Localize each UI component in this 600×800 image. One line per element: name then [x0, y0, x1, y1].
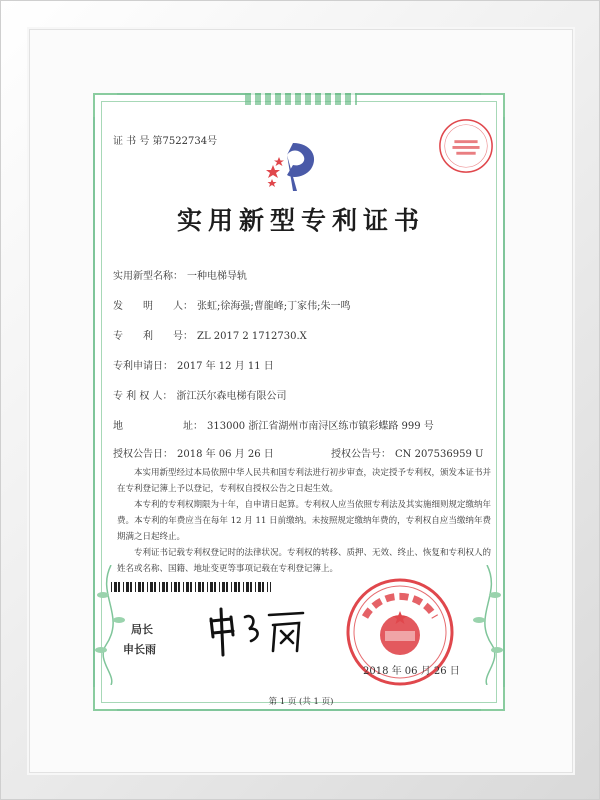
seal-date: 2018 年 06 月 26 日 — [363, 666, 460, 677]
field-inventors — [113, 297, 350, 312]
patent-office-logo-icon — [263, 135, 323, 195]
handwritten-signature-icon — [203, 603, 313, 661]
certificate-number-value: 第7522734号 — [152, 136, 218, 147]
corner-ornament — [93, 93, 117, 117]
top-border-ornament — [245, 93, 357, 105]
field-label: 授权公告号： — [331, 449, 391, 460]
vine-decoration-icon — [467, 565, 507, 685]
field-label: 授权公告日： — [113, 449, 173, 460]
corner-ornament — [481, 93, 505, 117]
page-number: 第 1 页 (共 1 页) — [268, 697, 334, 707]
signatory-title: 局长 — [131, 623, 153, 636]
patent-certificate — [93, 93, 505, 711]
field-value: 张虹;徐海强;曹龍峰;丁家伟;朱一鸣 — [197, 301, 351, 312]
field-label: 发 明 人： — [113, 301, 193, 312]
field-announcement-date — [113, 445, 274, 460]
official-stamp-icon — [437, 117, 495, 175]
certificate-title: 实用新型专利证书 — [176, 206, 425, 235]
barcode-icon — [111, 582, 271, 592]
paragraph-legal-status: 专利证书记载专利权登记时的法律状况。专利权的转移、质押、无效、终止、恢复和专利权人的姓名或名称、国籍、地址变更等事项记载在专利登记簿上。 — [117, 548, 492, 574]
field-patent-number — [113, 327, 307, 342]
signatory-name: 申长雨 — [123, 643, 156, 656]
field-value: ZL 2017 2 1712730.X — [197, 331, 307, 342]
field-value: 2017 年 12 月 11 日 — [177, 361, 274, 372]
field-label: 专 利 权 人： — [113, 391, 173, 402]
certificate-number-label: 证 书 号 — [113, 136, 150, 147]
field-value: 2018 年 06 月 26 日 — [177, 449, 274, 460]
field-label: 专利申请日： — [113, 361, 173, 372]
field-utility-model-name — [113, 267, 247, 282]
certificate-number — [113, 132, 217, 147]
field-value: 313000 浙江省湖州市南浔区练市镇彩蝶路 999 号 — [207, 421, 434, 432]
field-application-date — [113, 357, 274, 372]
field-label: 专 利 号： — [113, 331, 193, 342]
field-label: 实用新型名称： — [113, 271, 183, 282]
paragraph-grant-statement: 本实用新型经过本局依照中华人民共和国专利法进行初步审查，决定授予专利权，颁发本证书并在专利登记簿上予以登记，专利权自授权公告之日起生效。 — [117, 468, 492, 494]
field-value: CN 207536959 U — [395, 449, 484, 460]
field-value: 浙江沃尔森电梯有限公司 — [176, 391, 287, 402]
field-value: 一种电梯导轨 — [187, 271, 247, 282]
field-announcement-number — [331, 445, 483, 460]
field-label: 地 址： — [113, 421, 203, 432]
field-patentee — [113, 387, 287, 402]
field-address — [113, 417, 434, 432]
paragraph-term-and-fees: 本专利的专利权期限为十年，自申请日起算。专利权人应当依照专利法及其实施细则规定缴纳年费。本专利的年费应当在每年 12 月 11 日前缴纳。未按照规定缴纳年费的，专利权自应当缴纳年费期满之日起终止。 — [117, 500, 492, 542]
